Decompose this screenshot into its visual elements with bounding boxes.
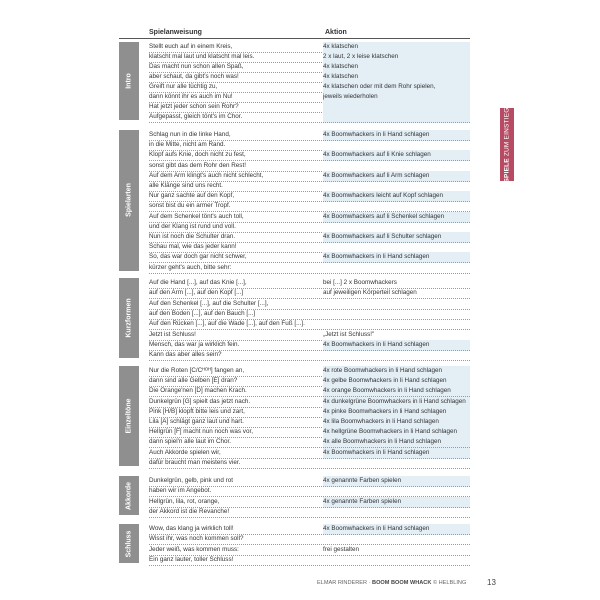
instruction-cell: Auf die Hand [...], auf das Knie [...], bbox=[149, 278, 324, 289]
table-row bbox=[146, 534, 470, 544]
instruction-cell: dann spiel'n alle laut im Chor. bbox=[149, 437, 324, 448]
side-tab-light: ZUM EINSTIEG bbox=[503, 107, 511, 156]
column-header-instruction: Spielanweisung bbox=[149, 29, 202, 36]
table-row bbox=[146, 486, 470, 496]
instruction-cell: Hellgrün [F] macht nun noch was vor, bbox=[149, 427, 324, 438]
instruction-cell: Dunkelgrün, gelb, pink und rot bbox=[149, 476, 324, 487]
instruction-cell: aber schaut, da gibt's noch was! bbox=[149, 72, 324, 83]
instruction-cell: auf den Boden [...], auf den Bauch [...] bbox=[149, 309, 324, 320]
action-cell: 2 x laut, 2 x leise klatschen bbox=[323, 52, 470, 63]
section-spielarten bbox=[119, 130, 470, 273]
table-row bbox=[146, 350, 470, 360]
action-cell: 4x rote Boomwhackers in li Hand schlagen bbox=[323, 366, 470, 377]
section-label: Intro bbox=[125, 73, 133, 89]
section-label: Akkorde bbox=[125, 481, 133, 510]
table-row bbox=[146, 427, 470, 437]
table-row bbox=[146, 524, 470, 534]
table-row bbox=[146, 407, 470, 417]
action-cell: 4x lila Boomwhackers in li Hand schlagen bbox=[323, 417, 470, 428]
instruction-cell: Wisst ihr, was noch kommen soll? bbox=[149, 534, 324, 545]
instruction-cell: Mensch, das war ja wirklich fein. bbox=[149, 340, 324, 351]
instruction-cell: Auf den Rücken [...], auf die Wade [...], auf den Fuß [...]. bbox=[149, 319, 324, 330]
action-cell: 4x Boomwhackers auf li Arm schlagen bbox=[323, 171, 470, 182]
table-row bbox=[146, 319, 470, 329]
column-header-action: Aktion bbox=[325, 29, 347, 36]
instruction-cell: Hellgrün, lila, rot, orange, bbox=[149, 497, 324, 508]
table-row bbox=[146, 242, 470, 252]
action-cell: 4x orange Boomwhackers in li Hand schlagen bbox=[323, 386, 470, 397]
table-row bbox=[146, 161, 470, 171]
instruction-cell: Dunkelgrün [G] spielt das jetzt nach. bbox=[149, 397, 324, 408]
action-cell: 4x klatschen oder mit dem Rohr spielen, bbox=[323, 82, 470, 93]
instruction-cell: und der Klang ist rund und voll. bbox=[149, 222, 324, 233]
instruction-cell: Greift nur alle tüchtig zu, bbox=[149, 82, 324, 93]
instruction-cell: Jetzt ist Schluss! bbox=[149, 330, 324, 341]
table-row bbox=[146, 376, 470, 386]
side-tab-bold: SPIELE bbox=[503, 157, 511, 182]
table-row bbox=[146, 476, 470, 486]
action-cell: 4x Boomwhackers auf li Knie schlagen bbox=[323, 150, 470, 161]
action-cell bbox=[323, 458, 470, 469]
side-tab bbox=[500, 108, 514, 181]
instruction-cell: sonst bist du ein armer Tropf. bbox=[149, 201, 324, 212]
page-number: 13 bbox=[487, 578, 496, 587]
table-row bbox=[146, 102, 470, 112]
action-cell: 4x alle Boomwhackers in li Hand schlagen bbox=[323, 437, 470, 448]
instruction-cell: Schlag nun in die linke Hand, bbox=[149, 130, 324, 141]
table-row bbox=[146, 252, 470, 262]
instruction-cell: dafür braucht man meistens vier. bbox=[149, 458, 324, 469]
action-cell: 4x pinke Boomwhackers in li Hand schlagen bbox=[323, 407, 470, 418]
instruction-cell: auf den Arm [...], auf den Kopf [...] bbox=[149, 288, 324, 299]
instruction-cell: sonst gibt das dem Rohr den Rest! bbox=[149, 161, 324, 172]
table-row bbox=[146, 366, 470, 376]
table-row bbox=[146, 278, 470, 288]
table-row bbox=[146, 140, 470, 150]
table-row bbox=[146, 386, 470, 396]
section-label: Spielarten bbox=[125, 183, 133, 218]
action-cell: 4x klatschen bbox=[323, 42, 470, 53]
table-row bbox=[146, 42, 470, 52]
footer-author: ELMAR RINDERER bbox=[317, 580, 368, 586]
table-row bbox=[146, 62, 470, 72]
table-row bbox=[146, 288, 470, 298]
section-label-bar bbox=[119, 476, 139, 515]
action-cell: 4x hellgrüne Boomwhackers in li Hand schlagen bbox=[323, 427, 470, 438]
table-row bbox=[146, 201, 470, 211]
table-row bbox=[146, 330, 470, 340]
action-cell: 4x Boomwhackers in li Hand schlagen bbox=[323, 340, 470, 351]
instruction-cell: dann sind alle Gelben [E] dran? bbox=[149, 376, 324, 387]
action-cell: bei [...] 2 x Boomwhackers bbox=[323, 278, 470, 289]
section-label-bar bbox=[119, 130, 139, 271]
section-einzeltöne bbox=[119, 366, 470, 468]
action-cell: 4x Boomwhackers in li Hand schlagen bbox=[323, 252, 470, 263]
table-row bbox=[146, 545, 470, 555]
action-cell: frei gestalten bbox=[323, 545, 470, 556]
table-row bbox=[146, 263, 470, 273]
instruction-cell: kürzer geht's auch, bitte sehr: bbox=[149, 263, 324, 274]
table-row bbox=[146, 191, 470, 201]
table-row bbox=[146, 299, 470, 309]
table-row bbox=[146, 112, 470, 122]
table-row bbox=[146, 130, 470, 140]
action-cell: 4x Boomwhackers in li Hand schlagen bbox=[323, 448, 470, 459]
action-cell bbox=[323, 263, 470, 274]
table-row bbox=[146, 232, 470, 242]
table-row bbox=[146, 222, 470, 232]
section-kurzformen bbox=[119, 278, 470, 360]
instruction-cell: Auch Akkorde spielen wir, bbox=[149, 448, 324, 459]
section-intro bbox=[119, 42, 470, 122]
instruction-cell: alle Klänge sind uns recht. bbox=[149, 181, 324, 192]
section-label-bar bbox=[119, 42, 139, 120]
table-row bbox=[146, 417, 470, 427]
action-cell: 4x Boomwhackers leicht auf Kopf schlagen bbox=[323, 191, 470, 202]
action-cell: auf jeweiligen Körperteil schlagen bbox=[323, 288, 470, 299]
table-row bbox=[146, 212, 470, 222]
action-cell: 4x genannte Farben spielen bbox=[323, 476, 470, 487]
table-row bbox=[146, 497, 470, 507]
action-cell: 4x klatschen bbox=[323, 72, 470, 83]
table-row bbox=[146, 92, 470, 102]
table-row bbox=[146, 507, 470, 517]
instruction-cell: Wow, das klang ja wirklich toll! bbox=[149, 524, 324, 535]
action-cell bbox=[323, 112, 470, 123]
table-row bbox=[146, 82, 470, 92]
action-cell: 4x dunkelgrüne Boomwhackers in li Hand schlagen bbox=[323, 397, 470, 408]
section-label: Schluss bbox=[125, 530, 133, 558]
action-cell: 4x Boomwhackers in li Hand schlagen bbox=[323, 524, 470, 535]
instruction-cell: dann könnt ihr es auch im Nu! bbox=[149, 92, 324, 103]
instruction-cell: haben wir im Angebot. bbox=[149, 486, 324, 497]
action-cell: „Jetzt ist Schluss!" bbox=[323, 330, 470, 341]
table-row bbox=[146, 181, 470, 191]
section-label-bar bbox=[119, 524, 139, 563]
table-row bbox=[146, 150, 470, 160]
instruction-cell: Kann das aber alles sein? bbox=[149, 350, 324, 361]
instruction-cell: Ein ganz lauter, toller Schluss! bbox=[149, 555, 324, 566]
instruction-cell: Auf dem Schenkel tönt's auch toll, bbox=[149, 212, 324, 223]
section-label: Kurzformen bbox=[125, 298, 133, 338]
footer-publisher: © HELBLING bbox=[431, 580, 467, 586]
instruction-cell: Aufgepasst, gleich tönt's im Chor. bbox=[149, 112, 324, 123]
section-label-bar bbox=[119, 278, 139, 358]
instruction-cell: Nun ist noch die Schulter dran. bbox=[149, 232, 324, 243]
section-schluss bbox=[119, 524, 470, 565]
action-cell bbox=[323, 555, 470, 566]
instruction-cell: Nur ganz sachte auf den Kopf, bbox=[149, 191, 324, 202]
footer-separator: · bbox=[367, 580, 373, 586]
table-row bbox=[146, 309, 470, 319]
section-label: Einzeltöne bbox=[125, 398, 133, 434]
header-rule bbox=[119, 38, 470, 39]
instruction-cell: Pink [H/B] klopft bitte leis und zart, bbox=[149, 407, 324, 418]
instruction-cell: Auf dem Arm klingt's auch nicht schlecht, bbox=[149, 171, 324, 182]
instruction-cell: Auf den Schenkel [...], auf die Schulter [...], bbox=[149, 299, 324, 310]
table-row bbox=[146, 340, 470, 350]
instruction-cell: Nur die Roten [C/Cᴴᴼᴴ] fangen an, bbox=[149, 366, 324, 377]
action-cell: jeweils wiederholen bbox=[323, 92, 470, 103]
instruction-cell: Das macht nun schon allen Spaß, bbox=[149, 62, 324, 73]
instruction-cell: Stellt euch auf in einem Kreis, bbox=[149, 42, 324, 53]
instruction-cell: Klopf aufs Knie, doch nicht zu fest, bbox=[149, 150, 324, 161]
table-row bbox=[146, 458, 470, 468]
instruction-cell: Hat jetzt jeder schon sein Rohr? bbox=[149, 102, 324, 113]
action-cell: 4x Boomwhackers in li Hand schlagen bbox=[323, 130, 470, 141]
instruction-cell: Die Orange'nen [D] machen Krach. bbox=[149, 386, 324, 397]
table-row bbox=[146, 448, 470, 458]
instruction-cell: So, das war doch gar nicht schwer, bbox=[149, 252, 324, 263]
action-cell: 4x genannte Farben spielen bbox=[323, 497, 470, 508]
table-row bbox=[146, 555, 470, 565]
instruction-cell: Jeder weiß, was kommen muss: bbox=[149, 545, 324, 556]
action-cell: 4x Boomwhackers auf li Schenkel schlagen bbox=[323, 212, 470, 223]
table-row bbox=[146, 171, 470, 181]
table-row bbox=[146, 437, 470, 447]
instruction-cell: der Akkord ist die Revanche! bbox=[149, 507, 324, 518]
section-label-bar bbox=[119, 366, 139, 466]
instruction-cell: Lila [A] schlägt ganz laut und hart. bbox=[149, 417, 324, 428]
section-akkorde bbox=[119, 476, 470, 517]
action-cell bbox=[323, 507, 470, 518]
footer-title: BOOM BOOM WHACK bbox=[372, 580, 432, 586]
footer bbox=[317, 580, 466, 586]
instruction-cell: klatscht mal laut und klatscht mal leis. bbox=[149, 52, 324, 63]
action-cell bbox=[323, 350, 470, 361]
action-cell: 4x Boomwhackers auf li Schulter schlagen bbox=[323, 232, 470, 243]
instruction-cell: Schau mal, wie das jeder kann! bbox=[149, 242, 324, 253]
action-cell: 4x klatschen bbox=[323, 62, 470, 73]
action-cell: 4x gelbe Boomwhackers in li Hand schlagen bbox=[323, 376, 470, 387]
table-row bbox=[146, 72, 470, 82]
instruction-cell: in die Mitte, nicht am Rand. bbox=[149, 140, 324, 151]
table-row bbox=[146, 397, 470, 407]
table-row bbox=[146, 52, 470, 62]
